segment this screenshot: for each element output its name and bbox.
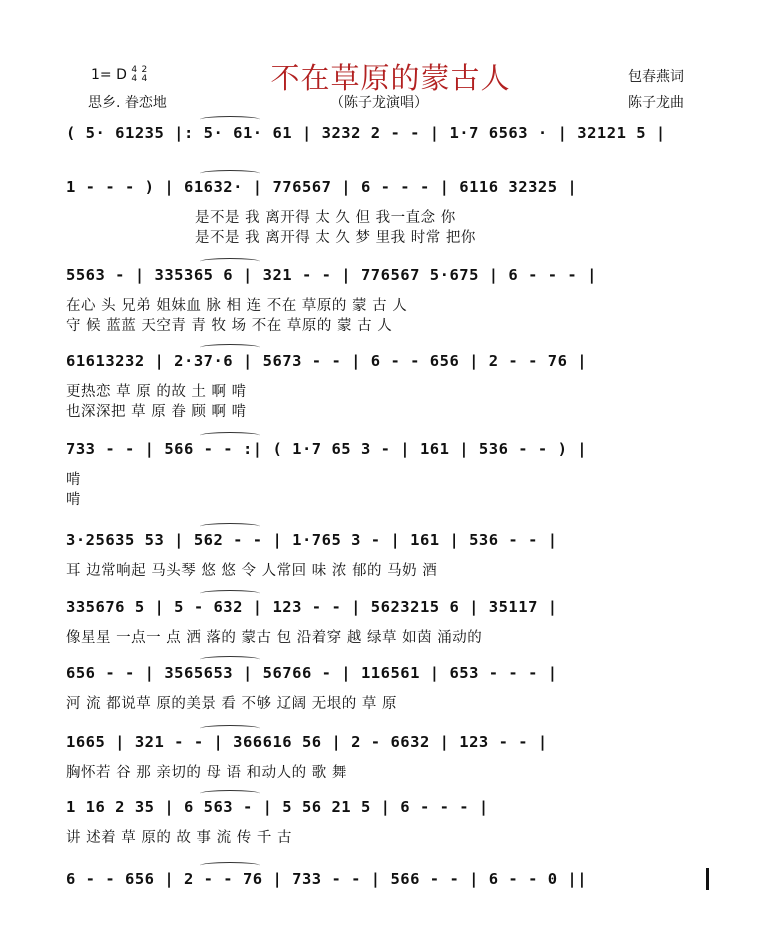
composer-credit: 陈子龙曲 [628,95,684,111]
slur-mark [200,862,260,869]
lyric-line: 啃 [66,472,81,488]
notation-row: ( 5· 61235 |: 5· 61· 61 | 3232 2 - - | 1·7 6563 · | 32121 5 | [66,124,666,142]
lyric-line: 在心 头 兄弟 姐妹血 脉 相 连 不在 草原的 蒙 古 人 [66,298,408,314]
slur-mark [200,790,260,797]
notation-row: 656 - - | 3565653 | 56766 - | 116561 | 653 - - - | [66,664,558,682]
song-title: 不在草原的蒙古人 [270,61,511,95]
singer-credit: （陈子龙演唱） [330,95,428,111]
lyricist-credit: 包春燕词 [628,69,684,85]
key-text: 1= D [91,67,127,83]
slur-mark [200,344,260,351]
lyric-line: 更热恋 草 原 的故 土 啊 啃 [66,384,247,400]
lyric-line: 讲 述着 草 原的 故 事 流 传 千 古 [66,830,292,846]
notation-row: 335676 5 | 5 - 632 | 123 - - | 5623215 6 | 35117 | [66,598,558,616]
lyric-line: 守 候 蓝蓝 天空青 青 牧 场 不在 草原的 蒙 古 人 [66,318,393,334]
slur-mark [200,432,260,439]
expression-marking: 思乡. 眷恋地 [88,95,167,111]
notation-row: 1 - - - ) | 61632· | 776567 | 6 - - - | 6116 32325 | [66,178,578,196]
notation-row: 1 16 2 35 | 6 563 - | 5 56 21 5 | 6 - - - | [66,798,489,816]
slur-mark [200,258,260,265]
notation-row: 61613232 | 2·37·6 | 5673 - - | 6 - - 656 | 2 - - 76 | [66,352,588,370]
notation-row: 733 - - | 566 - - :| ( 1·7 65 3 - | 161 | 536 - - ) | [66,440,588,458]
lyric-line: 耳 边常响起 马头琴 悠 悠 令 人常回 味 浓 郁的 马奶 酒 [66,563,438,579]
time-signature-1: 4 4 [131,65,138,84]
lyric-line: 啃 [66,492,81,508]
lyric-line: 是不是 我 离开得 太 久 但 我一直念 你 [195,210,456,226]
lyric-line: 也深深把 草 原 眷 顾 啊 啃 [66,404,247,420]
key-signature [91,66,147,84]
slur-mark [200,590,260,597]
slur-mark [200,523,260,530]
slur-mark [200,725,260,732]
notation-row: 1665 | 321 - - | 366616 56 | 2 - 6632 | 123 - - | [66,733,548,751]
lyric-line: 河 流 都说草 原的美景 看 不够 辽阔 无垠的 草 原 [66,696,397,712]
lyric-line: 像星星 一点一 点 洒 落的 蒙古 包 沿着穿 越 绿草 如茵 涌动的 [66,630,483,646]
slur-mark [200,170,260,177]
lyric-line: 胸怀若 谷 那 亲切的 母 语 和动人的 歌 舞 [66,765,347,781]
notation-row: 3·25635 53 | 562 - - | 1·765 3 - | 161 | 536 - - | [66,531,558,549]
lyric-line: 是不是 我 离开得 太 久 梦 里我 时常 把你 [195,230,476,246]
slur-mark [200,116,260,123]
final-barline [706,868,709,890]
notation-row: 6 - - 656 | 2 - - 76 | 733 - - | 566 - - | 6 - - 0 || [66,870,588,888]
notation-row: 5563 - | 335365 6 | 321 - - | 776567 5·675 | 6 - - - | [66,266,597,284]
time-signature-2: 2 4 [141,65,148,84]
slur-mark [200,656,260,663]
